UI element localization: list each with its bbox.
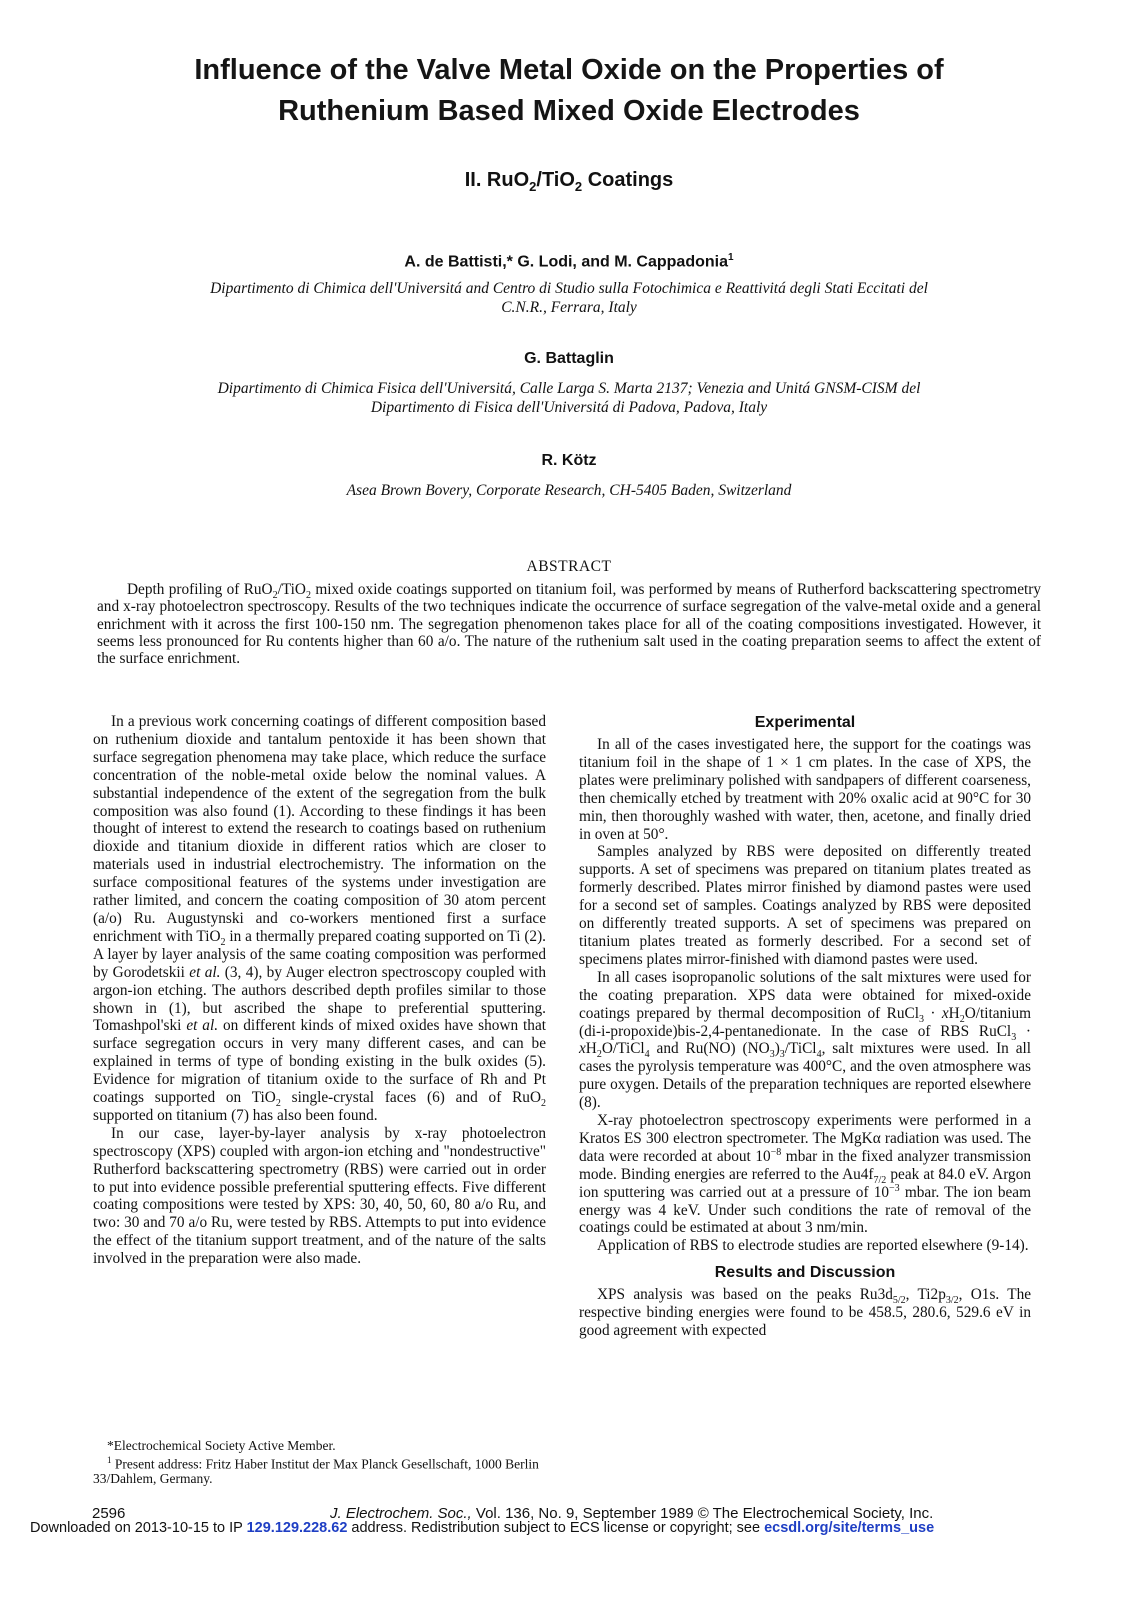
- body-paragraph: In a previous work concerning coatings of different composition based on ruthenium dioxide and tantalum pentoxide it has been shown that surface segregation phenomena may take place, which reduce the surface concentration of the noble-metal oxide below the nominal values. A substantial independence of the extent of the segregation from the bulk composition was also found (1). According to these findings it has been thought of interest to extend the research to coatings based on ruthenium dioxide and titanium dioxide in different ratios which are closer to materials used in industrial electrochemistry. The information on the surface compositional features of the systems under investigation are rather limited, and concern the coating composition of 30 atom percent (a/o) Ru. Augustynski and co-workers mentioned first a surface enrichment with TiO$_2$ in a thermally prepared coating supported on Ti (2). A layer by layer analysis of the same coating composition was performed by Gorodetskii et al. (3, 4), by Auger electron spectroscopy coupled with argon-ion etching. The authors described depth profiles similar to those shown in (1), but ascribed the shape to preferential sputtering. Tomashpol'ski et al. on different kinds of mixed oxides have shown that surface segregation occurs in very many different cases, and can be explained in terms of type of bonding existing in the bulk oxides (5). Evidence for migration of titanium oxide to the surface of Rh and Pt coatings supported on TiO$_2$ single-crystal faces (6) and of RuO$_2$ supported on titanium (7) has also been found.: [93, 713, 546, 1124]
- left-column: [93, 713, 546, 1268]
- body-paragraph: Samples analyzed by RBS were deposited on differently treated supports. A set of specimens was prepared on titanium plates treated as formerly described. Plates mirror finished by diamond pastes were used for a second set of samples. Coatings analyzed by RBS were deposited on differently treated supports. A set of specimens was prepared on titanium plates treated as formerly described. For a second set of specimens plates mirror-finished with diamond pastes were used.: [579, 843, 1031, 968]
- abstract-heading: ABSTRACT: [526, 558, 612, 575]
- ip-address-link[interactable]: 129.129.228.62: [246, 1520, 348, 1536]
- author-group-2: G. Battaglin: [524, 350, 614, 367]
- affiliation-1: Dipartimento di Chimica dell'Universitá and Centro di Studio sulla Fotochimica e Reattivitá degli Stati Eccitati del C.N.R., Ferrara, Italy: [210, 280, 928, 316]
- abstract-text: Depth profiling of RuO$_2$/TiO$_2$ mixed oxide coatings supported on titanium foil, was performed by means of Rutherford backscattering spectrometry and x-ray photoelectron spectroscopy. Results of the two techniques indicate the occurrence of surface segregation of the valve-metal oxide and a general enrichment with it across the first 100-150 nm. The segregation phenomenon takes place for all of the coating compositions investigated. However, it seems less pronounced for Ru contents higher than 60 a/o. The nature of the ruthenium salt used in the coating preparation seems to affect the extent of the surface enrichment.: [97, 581, 1041, 668]
- page-number: 2596: [92, 1505, 126, 1522]
- body-paragraph: In our case, layer-by-layer analysis by x-ray photoelectron spectroscopy (XPS) coupled with argon-ion etching and "nondestructive" Rutherford backscattering spectrometry (RBS) were carried out in order to put into evidence possible preferential sputtering effects. Five different coating compositions were tested by XPS: 30, 40, 50, 60, 80 a/o Ru, and two: 30 and 70 a/o Ru, were tested by RBS. Attempts to put into evidence the effect of the titanium support treatment, and of the nature of the salts involved in the preparation were also made.: [93, 1124, 546, 1268]
- title-line-1: Influence of the Valve Metal Oxide on the Properties of: [194, 54, 944, 86]
- experimental-heading: Experimental: [754, 714, 856, 731]
- affiliation-3: Asea Brown Bovery, Corporate Research, CH-5405 Baden, Switzerland: [346, 482, 792, 499]
- journal-citation: J. Electrochem. Soc., Vol. 136, No. 9, September 1989 © The Electrochemical Society, Inc.: [330, 1505, 934, 1522]
- body-paragraph: Application of RBS to electrode studies are reported elsewhere (9-14).: [597, 1237, 1029, 1255]
- results-heading: Results and Discussion: [714, 1264, 896, 1282]
- body-paragraph: In all of the cases investigated here, the support for the coatings was titanium foil in the shape of 1 × 1 cm plates. In the case of XPS, the plates were preliminary polished with sandpapers of different coarseness, then chemically etched by treatment with 20% oxalic acid at 90°C for 30 min, then thoroughly washed with water, then, acetone, and finally dried in oven at 50°.: [579, 736, 1031, 843]
- body-paragraph: X-ray photoelectron spectroscopy experiments were performed in a Kratos ES 300 electron spectrometer. The MgKα radiation was used. The data were recorded at about $10^{-8}$ mbar in the fixed analyzer transmission mode. Binding energies are referred to the $Au4f_{7/2}$ peak at 84.0 eV. Argon ion sputtering was carried out at a pressure of $10^{-3}$ mbar. The ion beam energy was 4 keV. Under such conditions the rate of removal of the coatings could be estimated at about 3 nm/min.: [579, 1112, 1031, 1237]
- author-group-1: A. de Battisti,* G. Lodi, and M. Cappadonia$^1$: [404, 252, 734, 271]
- footnote-1: *Electrochemical Society Active Member.: [107, 1438, 336, 1453]
- footnotes: [93, 1439, 546, 1486]
- terms-of-use-link[interactable]: ecsdl.org/site/terms_use: [764, 1520, 935, 1536]
- footnote-2: $^1$ Present address: Fritz Haber Institut der Max Planck Gesellschaft, 1000 Berlin 33/Dahlem, Germany.: [93, 1455, 539, 1486]
- affiliation-2: Dipartimento di Chimica Fisica dell'Universitá, Calle Larga S. Marta 2137; Venezia and Unitá GNSM-CISM del Dipartimento di Fisica dell'Universitá di Padova, Padova, Italy: [217, 380, 921, 416]
- right-column: [579, 713, 1031, 1340]
- body-paragraph: XPS analysis was based on the peaks $Ru3d_{5/2}$, $Ti2p_{3/2}$, O1s. The respective binding energies were found to be 458.5, 280.6, 529.6 eV in good agreement with expected: [579, 1286, 1032, 1340]
- author-group-3: R. Kötz: [541, 452, 597, 469]
- download-notice: Downloaded on 2013-10-15 to IP 129.129.228.62 address. Redistribution subject to ECS license or copyright; see ecsdl.org/site/terms_use: [30, 1520, 935, 1536]
- paper-title: [100, 50, 1038, 132]
- body-paragraph: In all cases isopropanolic solutions of the salt mixtures were used for the coating preparation. XPS data were obtained for mixed-oxide coatings prepared by thermal decomposition of RuCl$_3$ · $xH_2O$/titanium (di-i-propoxide)bis-2,4-pentanedionate. In the case of RBS RuCl$_3$ · $xH_2O/TiCl_4$ and Ru(NO) $(NO_3)_3/TiCl_4$, salt mixtures were used. In all cases the pyrolysis temperature was 400°C, and the oven atmosphere was pure oxygen. Details of the preparation techniques are reported elsewhere (8).: [579, 968, 1032, 1112]
- paper-subtitle: II. RuO$_2$/TiO$_2$ Coatings: [464, 169, 674, 194]
- title-line-2: Ruthenium Based Mixed Oxide Electrodes: [278, 95, 860, 127]
